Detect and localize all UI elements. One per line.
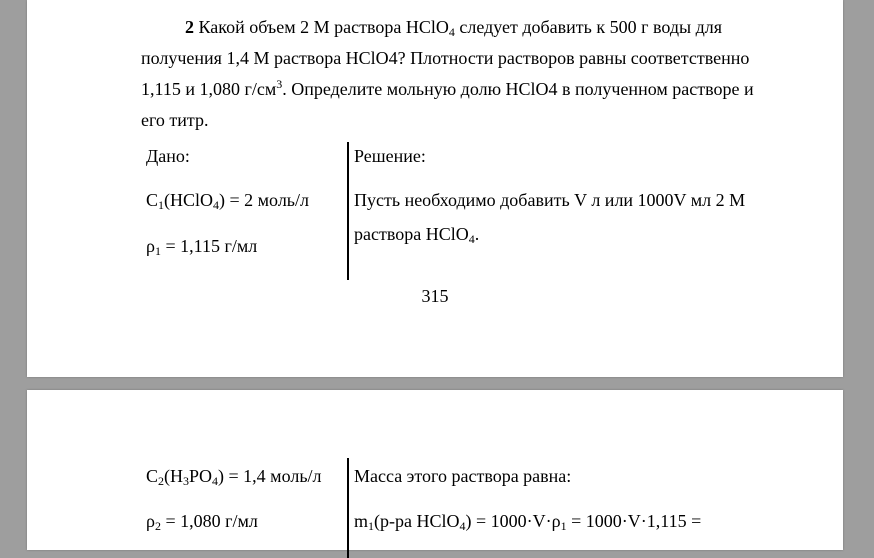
problem-number: 2 bbox=[185, 17, 194, 37]
problem-line-1: 2 Какой объем 2 М раствора HClO$_4$ следует добавить к 500 г воды для bbox=[185, 17, 723, 39]
given-c1: $C_1(HClO_4) = 2$ моль/л bbox=[146, 190, 309, 212]
solution-header: Решение: bbox=[354, 146, 426, 166]
table-divider-2 bbox=[347, 458, 349, 558]
page-number: 315 bbox=[421, 286, 449, 306]
problem-text bbox=[141, 12, 791, 136]
table-divider bbox=[347, 142, 349, 280]
problem-line-2: получения 1,4 М раствора HClO4? Плотности растворов равны соответственно bbox=[141, 48, 750, 68]
given-rho2: $\rho_2 = 1,080$ г/мл bbox=[146, 511, 258, 533]
given-c2: $C_2(H_3PO_4) = 1,4$ моль/л bbox=[146, 466, 322, 488]
given-rho1: $\rho_1 = 1,115$ г/мл bbox=[146, 236, 258, 258]
document-page-1 bbox=[27, 0, 843, 377]
problem-line-4: его титр. bbox=[141, 110, 209, 130]
given-header: Дано: bbox=[146, 146, 190, 166]
solution-line-formula: $m_1(р-ра$ HClO$_4$) = $1000\cdot V\cdot\rho_1 = 1000\cdot V\cdot 1,115$ = bbox=[354, 511, 702, 533]
problem-line-3: 1,115 и 1,080 $г/см^3$. Определите мольную долю HClO4 в полученном растворе и bbox=[141, 77, 754, 99]
solution-line-mass: Масса этого раствора равна: bbox=[354, 466, 572, 486]
document-page-2 bbox=[27, 390, 843, 550]
solution-line-1: Пусть необходимо добавить V л или 1000V мл 2 М bbox=[354, 190, 746, 210]
solution-line-2: раствора HClO$_4$. bbox=[354, 224, 480, 246]
